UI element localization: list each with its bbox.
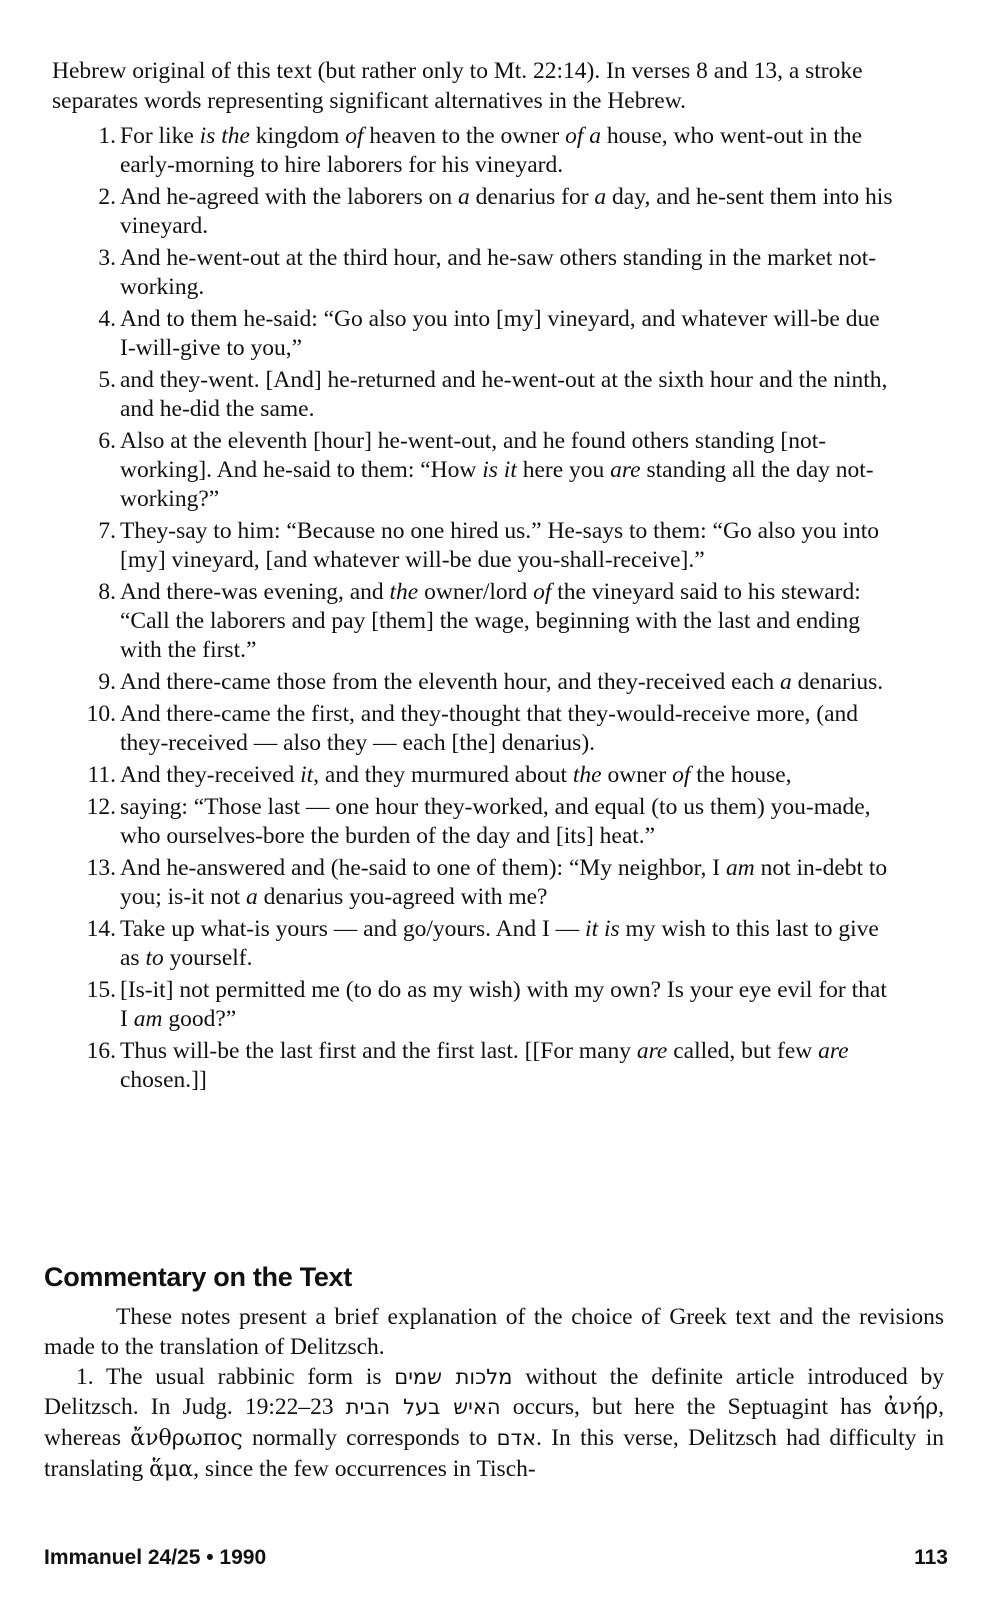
verse-text: and they-went. [And] he-returned and he-went-out at the sixth hour and the ninth, and he-did the same. <box>120 367 888 422</box>
verse-item <box>80 122 900 180</box>
commentary-section <box>44 1302 944 1485</box>
verse-item <box>80 183 900 241</box>
verse-text: Thus will-be the last first and the first last. [[For many are called, but few are chosen.]] <box>120 1038 849 1093</box>
verse-item <box>80 793 900 851</box>
verse-text: They-say to him: “Because no one hired us.” He-says to them: “Go also you into [my] vineyard, [and whatever will-be due you-shall-receive].” <box>120 518 879 573</box>
page-number: 113 <box>914 1546 948 1569</box>
verse-item <box>80 1037 900 1095</box>
verse-text: [Is-it] not permitted me (to do as my wish) with my own? Is your eye evil for that I am good?” <box>120 977 887 1032</box>
verse-text: And he-agreed with the laborers on a denarius for a day, and he-sent them into his vineyard. <box>120 184 893 239</box>
verse-item <box>80 915 900 973</box>
verse-item <box>80 976 900 1034</box>
verse-number: 9. <box>98 669 116 695</box>
verse-number: 3. <box>98 245 116 271</box>
verse-item <box>80 761 900 790</box>
verse-text: For like is the kingdom of heaven to the owner of a house, who went-out in the early-morning to hire laborers for his vineyard. <box>120 123 863 178</box>
verse-item <box>80 668 900 697</box>
verse-text: Take up what-is yours — and go/yours. And I — it is my wish to this last to give as to yourself. <box>120 916 879 971</box>
commentary-paragraph: These notes present a brief explanation of the choice of Greek text and the revisions made to the translation of Delitzsch. <box>44 1304 944 1360</box>
verse-text: And they-received it, and they murmured about the owner of the house, <box>120 762 792 788</box>
verse-number: 6. <box>98 428 116 454</box>
verse-number: 11. <box>87 762 116 788</box>
verse-number: 7. <box>98 518 116 544</box>
section-heading: Commentary on the Text <box>44 1262 352 1292</box>
verse-number: 12. <box>86 794 116 820</box>
verse-text: And he-went-out at the third hour, and he-saw others standing in the market not-working. <box>120 245 877 300</box>
intro-paragraph: Hebrew original of this text (but rather only to Mt. 22:14). In verses 8 and 13, a stroke separates words representing significant alternatives in the Hebrew. <box>52 58 863 114</box>
verse-item <box>80 517 900 575</box>
verse-number: 8. <box>98 579 116 605</box>
verse-item <box>80 305 900 363</box>
verse-list <box>80 122 900 1098</box>
verse-number: 4. <box>98 306 116 332</box>
verse-number: 16. <box>86 1038 116 1064</box>
commentary-paragraph: 1. The usual rabbinic form is מלכות שמים without the definite article introduced by Delitzsch. In Judg. 19:22–23 האיש בעל הבית occurs, but here the Septuagint has ἀνήρ, whereas ἄνθρωπος normally corresponds to אדם. In this verse, Delitzsch had difficulty in translating ἅμα, since the few occurrences in Tisch- <box>44 1364 945 1482</box>
verse-text: Also at the eleventh [hour] he-went-out, and he found others standing [not-working]. And he-said to them: “How is it here you are standing all the day not-working?” <box>120 428 874 512</box>
verse-number: 15. <box>86 977 116 1003</box>
verse-item <box>80 427 900 514</box>
verse-item <box>80 578 900 665</box>
verse-text: And to them he-said: “Go also you into [my] vineyard, and whatever will-be due I-will-give to you,” <box>120 306 880 361</box>
verse-text: saying: “Those last — one hour they-worked, and equal (to us them) you-made, who ourselves-bore the burden of the day and [its] heat.” <box>120 794 871 849</box>
verse-text: And there-was evening, and the owner/lord of the vineyard said to his steward: “Call the laborers and pay [them] the wage, beginning with the last and ending with the first.” <box>120 579 861 663</box>
verse-number: 14. <box>86 916 116 942</box>
verse-item <box>80 854 900 912</box>
verse-item <box>80 244 900 302</box>
verse-number: 10. <box>86 701 116 727</box>
verse-number: 5. <box>98 367 116 393</box>
verse-item <box>80 366 900 424</box>
verse-text: And there-came the first, and they-thought that they-would-receive more, (and they-received — also they — each [the] denarius). <box>120 701 859 756</box>
verse-number: 2. <box>98 184 116 210</box>
verse-text: And he-answered and (he-said to one of them): “My neighbor, I am not in-debt to you; is-it not a denarius you-agreed with me? <box>120 855 888 910</box>
verse-text: And there-came those from the eleventh hour, and they-received each a denarius. <box>120 669 884 695</box>
verse-item <box>80 700 900 758</box>
journal-citation: Immanuel 24/25 • 1990 <box>44 1546 267 1569</box>
verse-number: 1. <box>98 123 116 149</box>
verse-number: 13. <box>86 855 116 881</box>
